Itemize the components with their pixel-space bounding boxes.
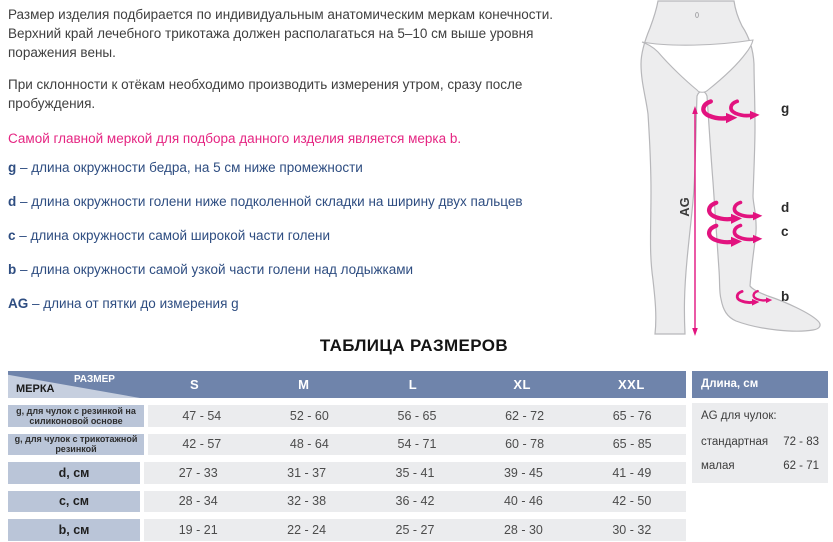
- cell: 30 - 32: [612, 522, 652, 537]
- row-label: d, см: [8, 462, 140, 484]
- cell: 60 - 78: [505, 437, 545, 452]
- length-row-small: [701, 460, 819, 472]
- cell: 39 - 45: [503, 465, 543, 480]
- table-row-d: [8, 462, 686, 484]
- intro-paragraph-1: Размер изделия подбирается по индивидуальным анатомическим меркам конечности. Верхний край лечебного трикотажа должен располагаться на 5–10 см выше уровня поражения вены.: [8, 7, 554, 60]
- cell: 65 - 85: [612, 437, 652, 452]
- row-label: b, см: [8, 519, 140, 541]
- corner-label-size: РАЗМЕР: [74, 374, 115, 385]
- measure-text-b: – длина окружности самой узкой части голени над лодыжками: [20, 262, 414, 277]
- ag-arrow-bottom: [692, 328, 698, 336]
- cell: 25 - 27: [395, 522, 435, 537]
- length-label: малая: [701, 460, 735, 472]
- length-label: стандартная: [701, 436, 769, 448]
- measure-text-c: – длина окружности самой широкой части голени: [19, 228, 331, 243]
- col-header-xxl: XXL: [618, 377, 645, 392]
- length-panel-header: Длина, см: [692, 371, 828, 398]
- cell: 62 - 72: [505, 408, 545, 423]
- cell: 36 - 42: [395, 494, 435, 509]
- length-value: 62 - 71: [783, 460, 819, 472]
- measure-key-c: c: [8, 228, 16, 243]
- length-panel: [692, 371, 828, 483]
- length-panel-body: [692, 403, 828, 483]
- row-values: [144, 491, 686, 513]
- ag-label: AG: [677, 197, 692, 217]
- corner-label-measure: МЕРКА: [16, 383, 55, 395]
- figure-label-d: d: [781, 200, 790, 215]
- figure-label-c: c: [781, 224, 789, 239]
- table-row-c: [8, 491, 686, 513]
- table-row-g-knit: [8, 434, 686, 456]
- cell: 28 - 30: [503, 522, 543, 537]
- cell: 31 - 37: [287, 465, 327, 480]
- cell: 42 - 57: [182, 437, 222, 452]
- leg-measurement-illustration: [600, 0, 833, 345]
- cell: 27 - 33: [178, 465, 218, 480]
- row-label: c, см: [8, 491, 140, 513]
- cell: 19 - 21: [178, 522, 218, 537]
- row-values: [144, 519, 686, 541]
- cell: 22 - 24: [287, 522, 327, 537]
- col-header-m: M: [298, 377, 310, 392]
- cell: 54 - 71: [397, 437, 437, 452]
- cell: 48 - 64: [289, 437, 329, 452]
- intro-paragraph-2: При склонности к отёкам необходимо производить измерения утром, сразу после пробуждения.: [8, 77, 523, 111]
- figure-label-g: g: [781, 101, 790, 116]
- cell: 52 - 60: [289, 408, 329, 423]
- size-table-title: ТАБЛИЦА РАЗМЕРОВ: [319, 336, 509, 355]
- cell: 42 - 50: [612, 494, 652, 509]
- measure-def-d: [8, 192, 648, 212]
- figure-label-b: b: [781, 289, 790, 304]
- row-values: [148, 405, 686, 427]
- row-values: [148, 434, 686, 456]
- measure-text-d: – длина окружности голени ниже подколенной складки на ширину двух пальцев: [20, 194, 523, 209]
- cell: 32 - 38: [287, 494, 327, 509]
- col-header-l: L: [408, 377, 418, 392]
- row-values: [144, 462, 686, 484]
- size-table: [8, 371, 686, 541]
- row-label: g, для чулок с резинкой на силиконовой основе: [8, 405, 144, 427]
- row-label: g, для чулок с трикотажной резинкой: [8, 434, 144, 456]
- cell: 28 - 34: [178, 494, 218, 509]
- intro-text-block: [8, 5, 568, 161]
- corner-cell: [8, 371, 140, 398]
- measure-key-g: g: [8, 160, 17, 175]
- cell: 47 - 54: [182, 408, 222, 423]
- measure-def-ag: [8, 294, 648, 314]
- measure-key-d: d: [8, 194, 17, 209]
- measure-def-g: [8, 158, 648, 178]
- col-header-xl: XL: [513, 377, 532, 392]
- table-row-g-silicone: [8, 405, 686, 427]
- measure-text-g: – длина окружности бедра, на 5 см ниже промежности: [20, 160, 363, 175]
- cell: 41 - 49: [612, 465, 652, 480]
- length-panel-subtitle: AG для чулок:: [701, 410, 777, 422]
- length-row-standard: [701, 436, 819, 448]
- length-value: 72 - 83: [783, 436, 819, 448]
- col-header-s: S: [190, 377, 200, 392]
- cell: 56 - 65: [397, 408, 437, 423]
- cell: 65 - 76: [612, 408, 652, 423]
- measure-key-ag: AG: [8, 296, 29, 311]
- measure-text-ag: – длина от пятки до измерения g: [32, 296, 239, 311]
- measure-key-b: b: [8, 262, 17, 277]
- measurement-definitions: [8, 158, 648, 328]
- measure-def-c: [8, 226, 648, 246]
- cell: 35 - 41: [395, 465, 435, 480]
- intro-highlight: Самой главной меркой для подбора данного изделия является мерка b.: [8, 131, 462, 146]
- table-row-b: [8, 519, 686, 541]
- cell: 40 - 46: [503, 494, 543, 509]
- size-table-header: [8, 371, 686, 398]
- measure-def-b: [8, 260, 648, 280]
